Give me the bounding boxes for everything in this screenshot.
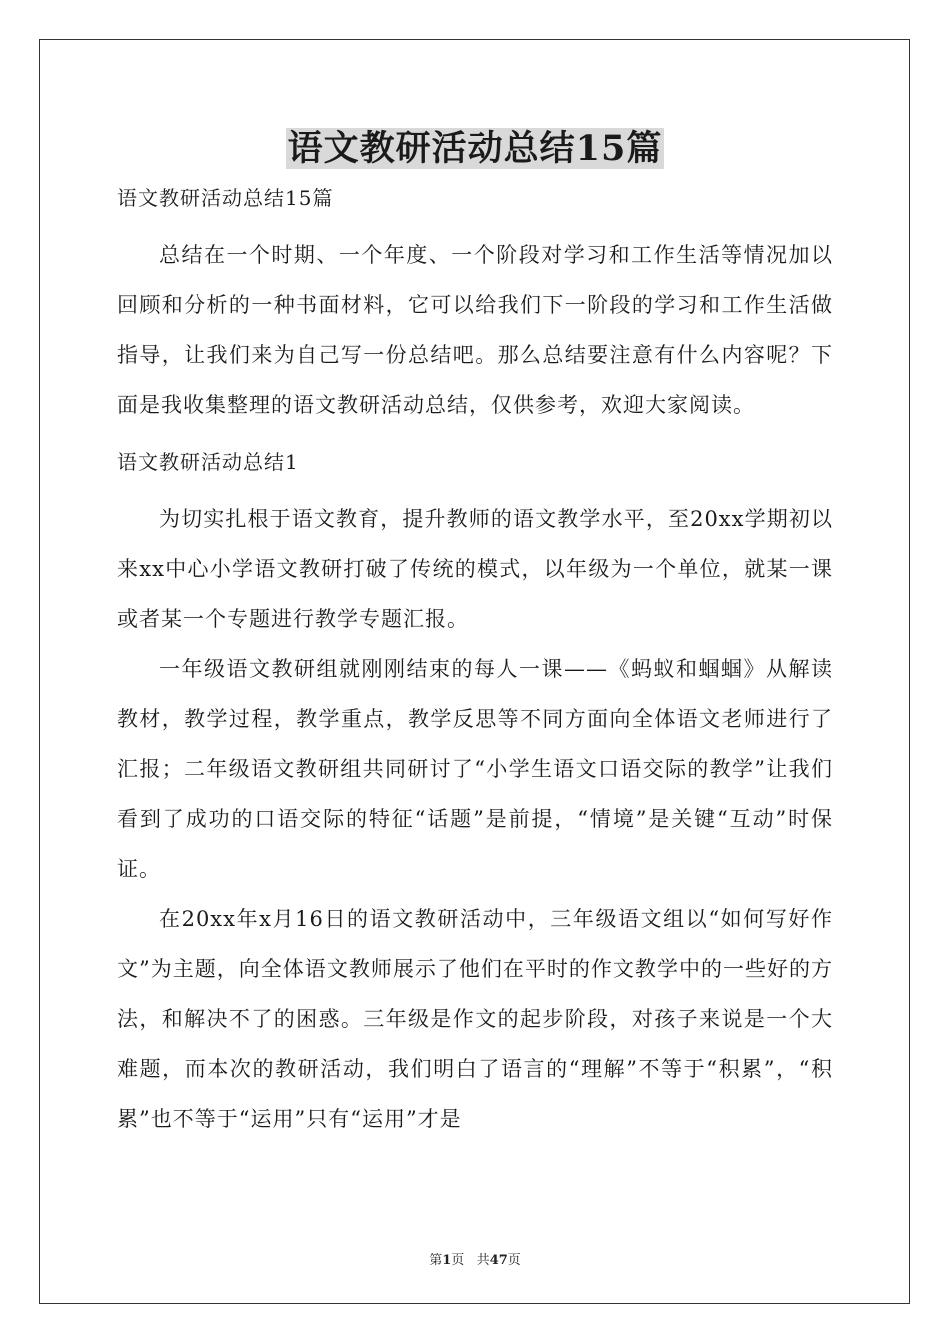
total-suffix: 页 [507, 1253, 521, 1268]
page-prefix: 第 [429, 1253, 443, 1268]
subtitle: 语文教研活动总结15篇 [117, 186, 334, 210]
body-paragraph-1: 为切实扎根于语文教育，提升教师的语文教学水平，至20xx学期初以来xx中心小学语文教研打破了传统的模式，以年级为一个单位，就某一课或者某一个专题进行教学专题汇报。 [117, 507, 833, 631]
page-footer [0, 1249, 950, 1268]
section-heading: 语文教研活动总结1 [117, 450, 299, 474]
total-prefix: 共 [476, 1253, 490, 1268]
body-paragraph-3: 在20xx年x月16日的语文教研活动中，三年级语文组以“如何写好作文”为主题，向全体语文教师展示了他们在平时的作文教学中的一些好的方法，和解决不了的困惑。三年级是作文的起步阶段，对孩子来说是一个大难题，而本次的教研活动，我们明白了语言的“理解”不等于“积累”，“积累”也不等于“运用”只有“运用”才是 [117, 907, 833, 1131]
document-body [117, 180, 833, 1144]
page-number: 1 [442, 1253, 452, 1268]
intro-paragraph: 总结在一个时期、一个年度、一个阶段对学习和工作生活等情况加以回顾和分析的一种书面材料，它可以给我们下一阶段的学习和工作生活做指导，让我们来为自己写一份总结吧。那么总结要注意有什么内容呢？下面是我收集整理的语文教研活动总结，仅供参考，欢迎大家阅读。 [117, 243, 833, 417]
body-paragraph-2: 一年级语文教研组就刚刚结束的每人一课——《蚂蚁和蝈蝈》从解读教材，教学过程，教学重点，教学反思等不同方面向全体语文老师进行了汇报；二年级语文教研组共同研讨了“小学生语文口语交际的教学”让我们看到了成功的口语交际的特征“话题”是前提，“情境”是关键“互动”时保证。 [117, 657, 833, 881]
page-suffix: 页 [451, 1253, 465, 1268]
total-pages: 47 [489, 1253, 508, 1268]
document-title: 语文教研活动总结15篇 [287, 128, 663, 169]
